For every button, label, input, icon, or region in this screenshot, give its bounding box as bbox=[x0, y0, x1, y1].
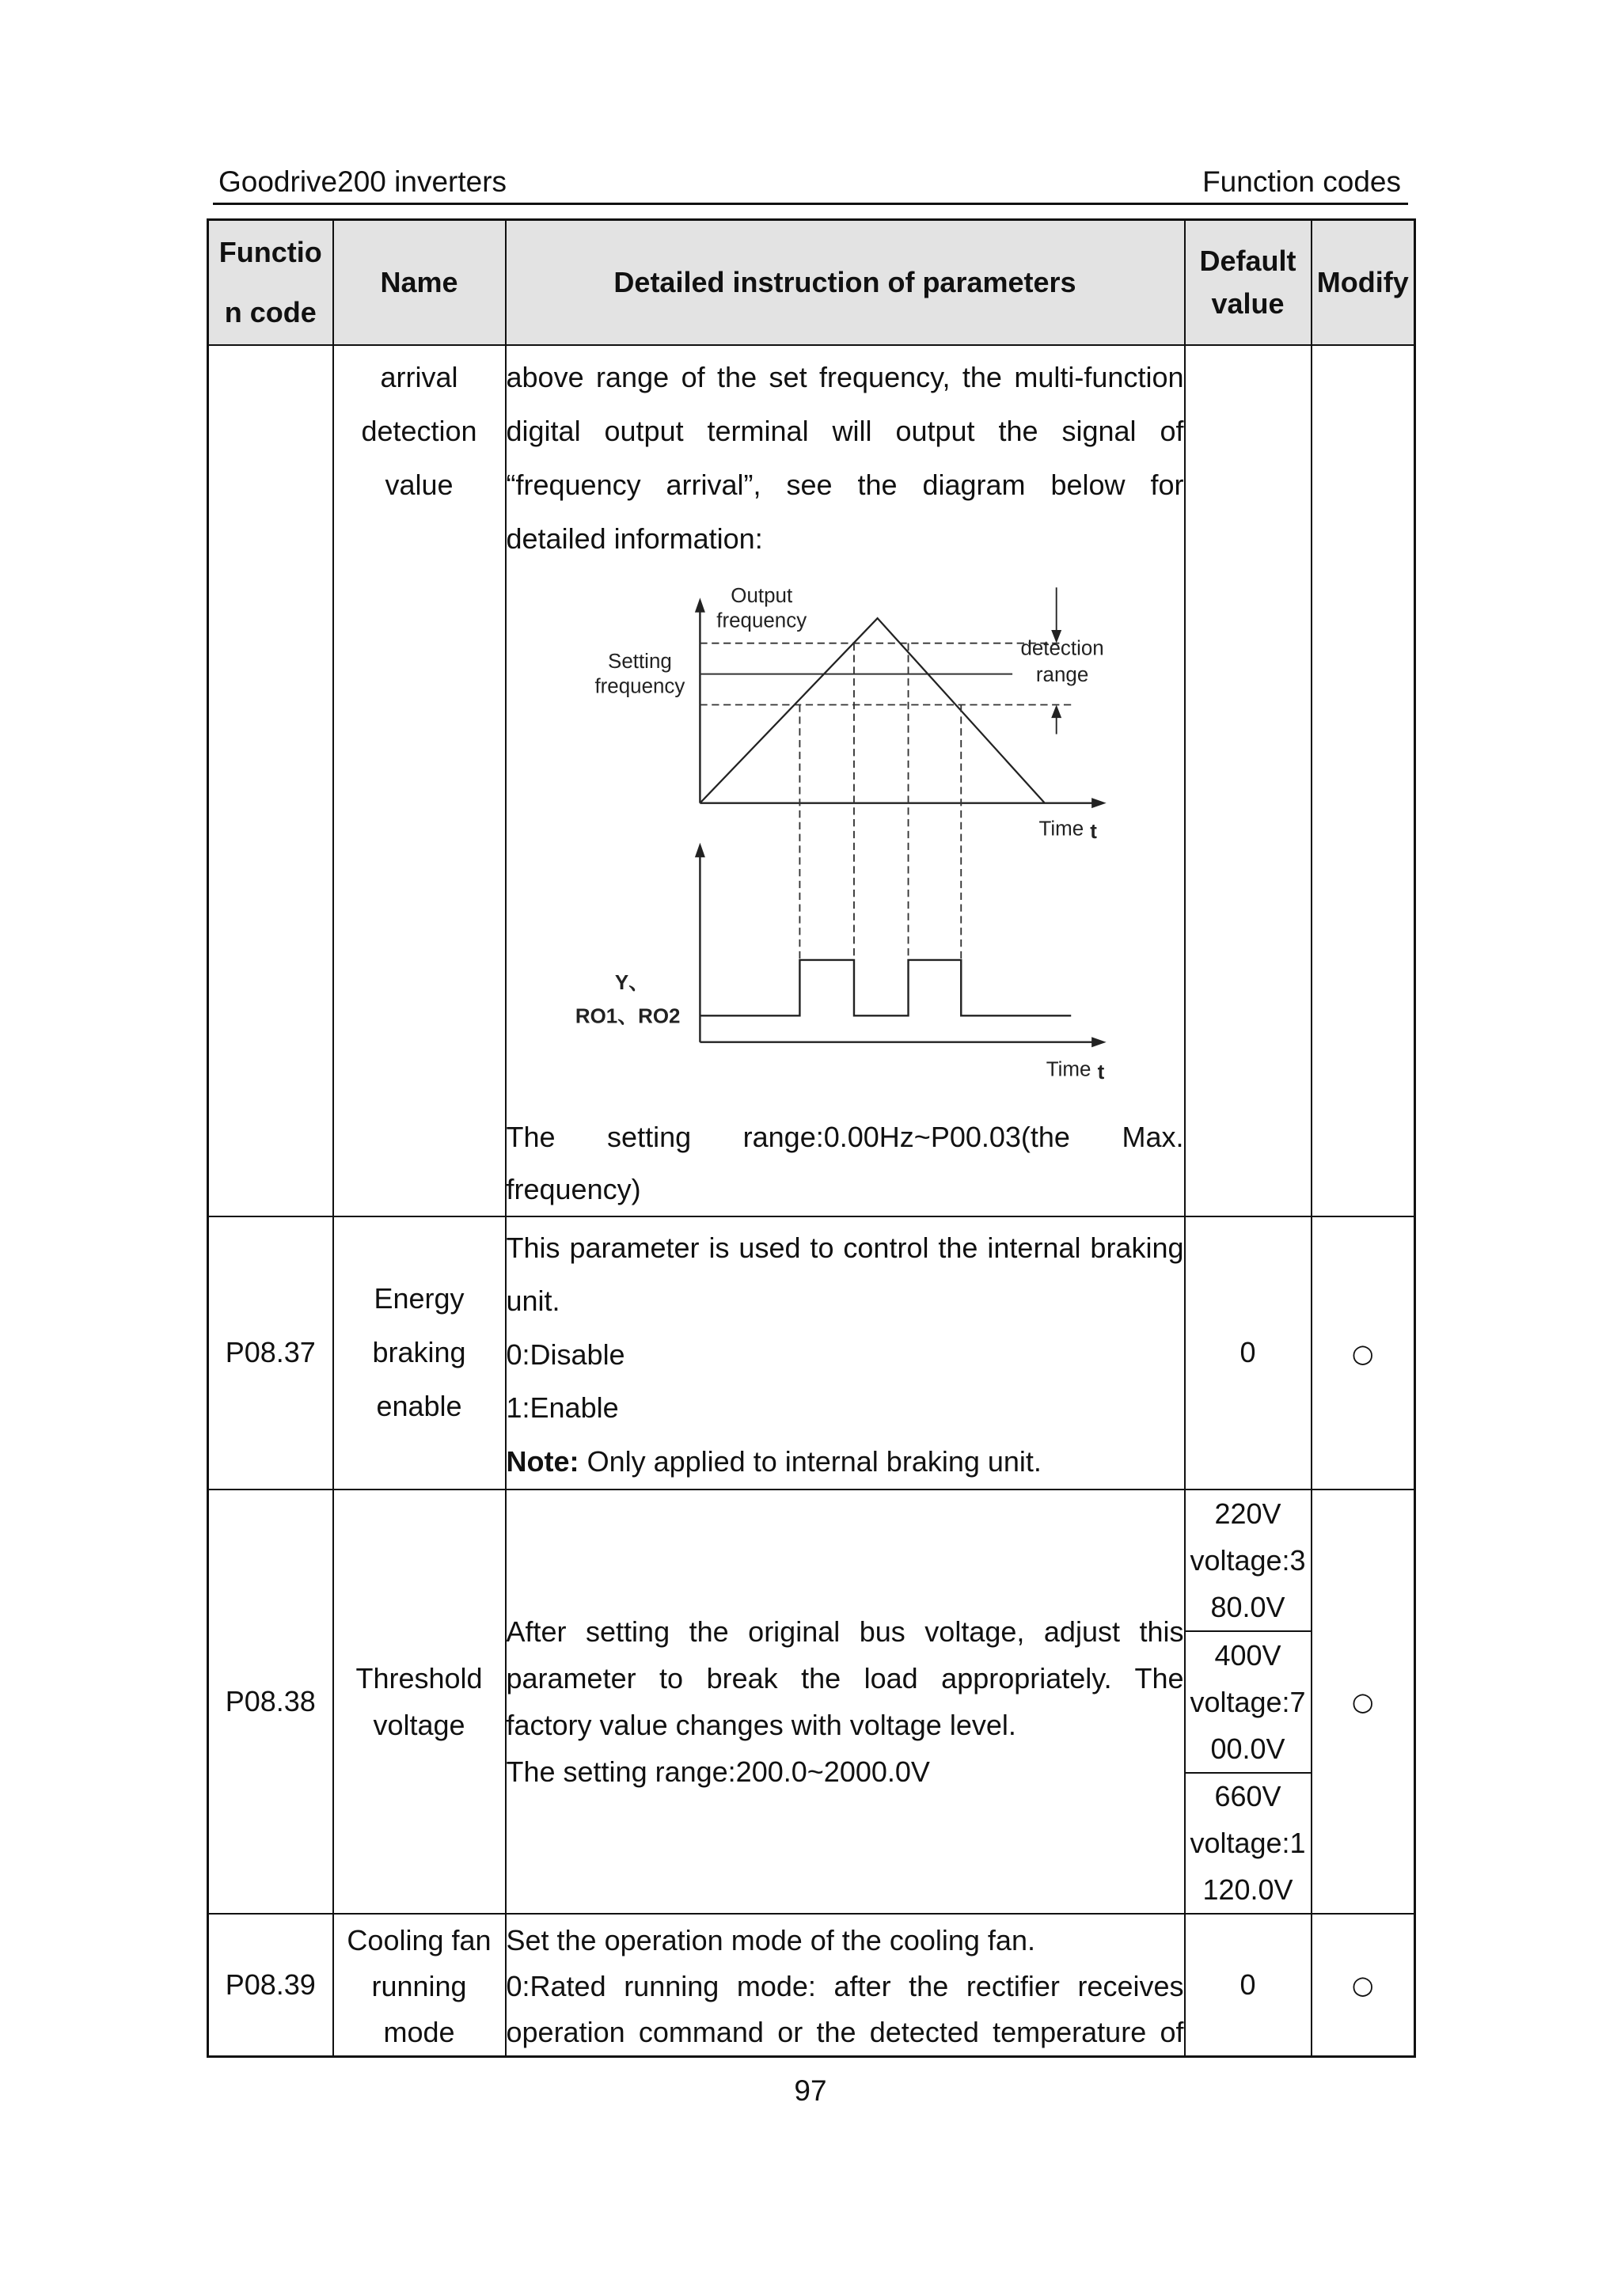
upper-y-axis-arrow bbox=[694, 598, 704, 613]
instruction-line: After setting the original bus voltage, adjust this bbox=[506, 1615, 1184, 1648]
instruction-line: digital output terminal will output the signal of bbox=[506, 414, 1184, 447]
instruction-line: 0:Disable bbox=[506, 1338, 625, 1371]
instruction-cell bbox=[506, 1914, 1185, 2057]
parameter-name-cell: Cooling fan running mode bbox=[333, 1914, 506, 2057]
table-header-row bbox=[208, 220, 1415, 345]
detection-range-arrowhead-bottom bbox=[1051, 704, 1061, 718]
modify-cell bbox=[1312, 345, 1415, 1216]
upper-time-variable: t bbox=[1089, 820, 1097, 843]
detection-range-label: range bbox=[1035, 663, 1088, 686]
upper-x-axis-arrow bbox=[1091, 798, 1107, 808]
instruction-line: unit. bbox=[506, 1285, 560, 1317]
instruction-line: factory value changes with voltage level. bbox=[506, 1708, 1016, 1741]
lower-x-axis-arrow bbox=[1091, 1037, 1107, 1047]
note-line bbox=[507, 1435, 1184, 1489]
signal-output-label: Y、 bbox=[614, 971, 649, 994]
instruction-cell bbox=[506, 1490, 1185, 1914]
function-code-cell bbox=[208, 345, 333, 1216]
output-frequency-curve bbox=[700, 618, 1044, 803]
instruction-line: above range of the set frequency, the multi-function bbox=[506, 360, 1184, 393]
parameter-name-cell: Threshold voltage bbox=[333, 1490, 506, 1914]
header-rule bbox=[213, 203, 1408, 205]
instruction-line: 0:Rated running mode: after the rectifier receives bbox=[506, 1969, 1184, 2002]
setting-frequency-label: Setting bbox=[607, 650, 672, 673]
instruction-line: The setting range:0.00Hz~P00.03(the Max. bbox=[506, 1120, 1184, 1153]
modify-symbol: ○ bbox=[1351, 1687, 1374, 1717]
table-row bbox=[208, 1216, 1415, 1490]
note-text: Only applied to internal braking unit. bbox=[587, 1444, 1042, 1478]
instruction-line: operation command or the detected temperature of bbox=[506, 2015, 1184, 2048]
instruction-line: This parameter is used to control the internal braking bbox=[506, 1231, 1184, 1264]
instruction-cell bbox=[506, 345, 1185, 1216]
column-header-modify: Modify bbox=[1312, 220, 1415, 345]
lower-y-axis-arrow bbox=[694, 842, 704, 857]
parameter-name-cell: Energy braking enable bbox=[333, 1216, 506, 1490]
modify-symbol: ○ bbox=[1351, 1338, 1374, 1368]
default-value-400v: 400V voltage:7 00.0V bbox=[1186, 1632, 1311, 1774]
parameter-name-cell: arrival detection value bbox=[333, 345, 506, 1216]
instruction-line: Set the operation mode of the cooling fan. bbox=[506, 1923, 1035, 1956]
modify-symbol: ○ bbox=[1351, 1970, 1374, 2000]
table-row bbox=[208, 1914, 1415, 2057]
default-value-cell: 0 bbox=[1185, 1914, 1312, 2057]
running-header-title: Goodrive200 inverters bbox=[218, 165, 507, 198]
column-header-name: Name bbox=[333, 220, 506, 345]
column-header-instruction: Detailed instruction of parameters bbox=[506, 220, 1185, 345]
function-code-cell: P08.38 bbox=[208, 1490, 333, 1914]
default-value-220v: 220V voltage:3 80.0V bbox=[1186, 1490, 1311, 1632]
instruction-line: “frequency arrival”, see the diagram below for bbox=[506, 468, 1184, 501]
note-label: Note: bbox=[506, 1444, 579, 1478]
running-header-section: Function codes bbox=[1202, 165, 1401, 198]
default-value-cell: 0 bbox=[1185, 1216, 1312, 1490]
output-frequency-label: Output bbox=[730, 584, 792, 607]
table-row bbox=[208, 1490, 1415, 1914]
default-value-stack bbox=[1186, 1490, 1311, 1913]
modify-cell bbox=[1312, 1216, 1415, 1490]
column-header-default-value: Default value bbox=[1185, 220, 1312, 345]
modify-cell bbox=[1312, 1914, 1415, 2057]
instruction-cell bbox=[506, 1216, 1185, 1490]
modify-cell bbox=[1312, 1490, 1415, 1914]
default-value-cell bbox=[1185, 1490, 1312, 1914]
frequency-arrival-diagram bbox=[572, 580, 1115, 1089]
lower-time-variable: t bbox=[1097, 1061, 1104, 1083]
lower-time-axis-label: Time bbox=[1046, 1057, 1091, 1080]
page-number: 97 bbox=[794, 2074, 827, 2107]
instruction-line: frequency) bbox=[506, 1172, 641, 1205]
setting-frequency-label: frequency bbox=[594, 675, 685, 698]
default-value-cell bbox=[1185, 345, 1312, 1216]
instruction-line: The setting range:200.0~2000.0V bbox=[506, 1755, 930, 1788]
instruction-line: detailed information: bbox=[506, 522, 763, 555]
detection-range-label: detection bbox=[1019, 637, 1104, 660]
instruction-line: parameter to break the load appropriately. The bbox=[506, 1661, 1184, 1694]
output-signal-pulse bbox=[700, 959, 1071, 1015]
default-value-660v: 660V voltage:1 120.0V bbox=[1190, 1780, 1306, 1906]
signal-output-label: RO1、RO2 bbox=[575, 1005, 681, 1028]
function-code-table bbox=[207, 218, 1416, 2058]
instruction-line: 1:Enable bbox=[506, 1391, 619, 1424]
output-frequency-label: frequency bbox=[716, 609, 807, 632]
column-header-function-code: Functio n code bbox=[208, 220, 333, 345]
table-row bbox=[208, 345, 1415, 1216]
upper-time-axis-label: Time bbox=[1038, 817, 1084, 840]
function-code-cell: P08.39 bbox=[208, 1914, 333, 2057]
function-code-cell: P08.37 bbox=[208, 1216, 333, 1490]
